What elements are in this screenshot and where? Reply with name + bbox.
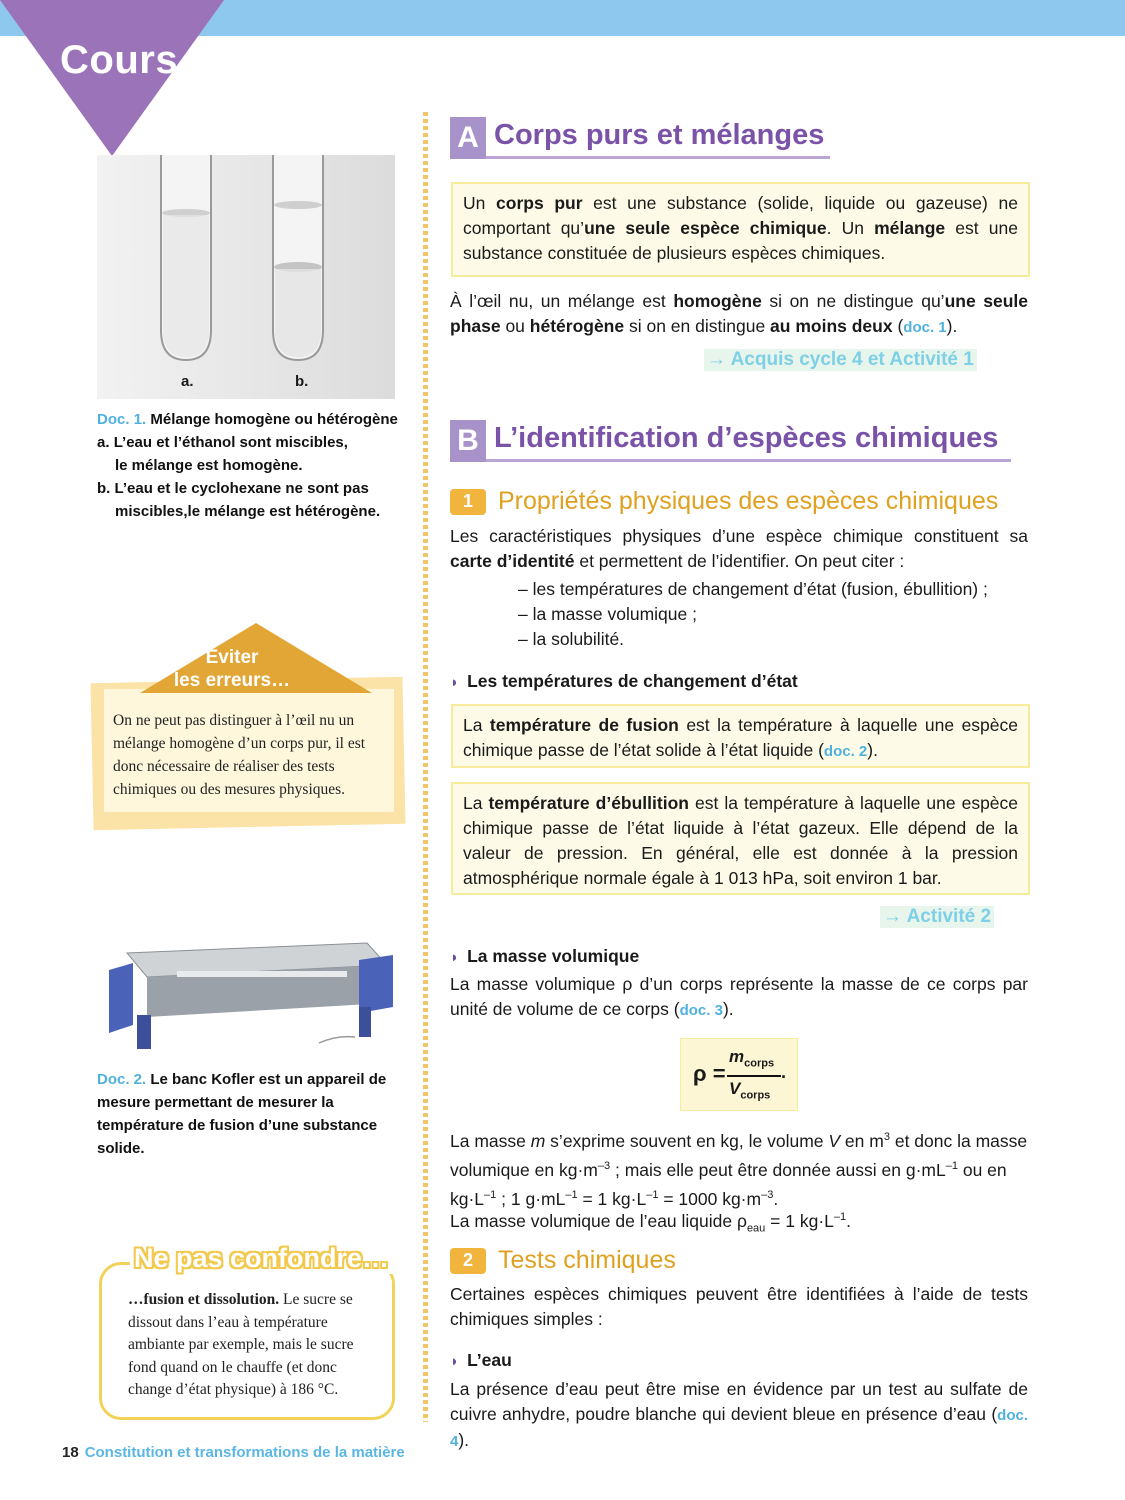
subsection-2-number: 2 xyxy=(450,1248,486,1274)
fraction-bar xyxy=(727,1075,781,1077)
section-b-heading xyxy=(450,420,1011,462)
doc1-a-line2: le mélange est homogène. xyxy=(115,457,303,474)
doc2-link[interactable]: doc. 2 xyxy=(823,743,868,760)
section-b-letter: B xyxy=(450,420,486,462)
confondre-bold: …fusion et dissolution. xyxy=(128,1291,280,1308)
definition-box-corps-pur: Un corps pur est une substance (solide, liquide ou gazeuse) ne comportant qu’une seule espèce chimique. Un mélange est une substance constituée de plusieurs espèces chimiques. xyxy=(451,182,1030,277)
acquis-link[interactable]: → Acquis cycle 4 et Activité 1 xyxy=(704,349,977,371)
doc3-link[interactable]: doc. 3 xyxy=(679,1002,723,1019)
formula-box: ρ = $m_{corps}$ $V_{corps}$ . xyxy=(680,1038,798,1111)
doc2-caption xyxy=(97,1068,387,1160)
doc1-b-marker: b. xyxy=(97,480,111,497)
eviter-title-line2: les erreurs… xyxy=(173,670,291,691)
confondre-title: Ne pas confondre… xyxy=(130,1243,393,1274)
units-paragraph: La masse m s’exprime souvent en kg, le volume V en $m^3$ et donc la masse volumique en $kg\cdot m^{-3}$ ; mais elle peut être donnée aussi en $g\cdot mL^{-1}$ ou en $kg\cdot L^{-1}$ ; 1 $g\cdot mL^{-1} = 1$ $kg\cdot L^{-1} = 1000$ $kg\cdot m^{-3}$. xyxy=(450,1130,1028,1209)
activite2-link[interactable]: → Activité 2 xyxy=(880,906,994,928)
eviter-title-line1: Éviter xyxy=(205,647,259,668)
bullet-eau: ◗ L’eau xyxy=(450,1350,512,1371)
doc1-b-line2: miscibles,le mélange est hétérogène. xyxy=(115,503,381,520)
bullet-temperatures: ◗ Les températures de changement d’état xyxy=(450,671,798,692)
doc1-title: Mélange homogène ou hétérogène xyxy=(150,411,398,428)
list-item: – les températures de changement d’état (fusion, ébullition) ; xyxy=(518,579,988,599)
properties-list xyxy=(518,577,988,652)
section-a-letter: A xyxy=(450,117,486,159)
confondre-text xyxy=(128,1289,378,1402)
footer-title: Constitution et transformations de la matière xyxy=(84,1444,405,1461)
subsection-1-heading xyxy=(450,487,998,516)
doc1-a-marker: a. xyxy=(97,434,110,451)
doc2-text: Le banc Kofler est un appareil de mesure permettant de mesurer la température de fusion d’une substance solide. xyxy=(97,1071,387,1157)
subsection-2-heading xyxy=(450,1246,676,1275)
formula-rho: ρ = xyxy=(693,1061,726,1086)
eau-density-line: La masse volumique de l’eau liquide $\rho_{eau} = 1$ $kg\cdot L^{-1}$. xyxy=(450,1210,852,1235)
doc1-a-line1: L’eau et l’éthanol sont miscibles, xyxy=(113,434,348,451)
column-divider xyxy=(423,112,428,1422)
definition-box-ebullition: La température d’ébullition est la température à laquelle une espèce chimique passe de l’état liquide à l’état gazeux. Elle dépend de la valeur de pression. En général, elle est donnée à la pression atmosphérique normale égale à 1 013 hPa, soit environ 1 bar. xyxy=(451,782,1030,895)
eau-paragraph: La présence d’eau peut être mise en évidence par un test au sulfate de cuivre anhydre, poudre blanche qui devient bleue en présence d’eau (doc. 4). xyxy=(450,1379,1028,1450)
section-b-title: L’identification d’espèces chimiques xyxy=(486,420,1011,462)
doc1-ref: Doc. 1. xyxy=(97,411,147,428)
kofler-bench-photo xyxy=(97,925,395,1065)
eviter-text: On ne peut pas distinguer à l’œil nu un mélange homogène d’un corps pur, il est donc nécessaire de réaliser des tests chimiques ou des mesures physiques. xyxy=(113,712,366,798)
subsection-1-title: Propriétés physiques des espèces chimiques xyxy=(498,487,999,515)
subsection-1-number: 1 xyxy=(450,489,486,515)
section-a-title: Corps purs et mélanges xyxy=(486,117,830,159)
eviter-title xyxy=(150,646,314,692)
doc2-ref: Doc. 2. xyxy=(97,1071,147,1088)
carte-identite-paragraph: Les caractéristiques physiques d’une espèce chimique constituent sa carte d’identité et permettent de l’identifier. On peut citer : xyxy=(450,526,1028,571)
list-item: – la solubilité. xyxy=(518,629,625,649)
doc1-link[interactable]: doc. 1 xyxy=(903,319,947,336)
page-number: 18 xyxy=(62,1444,79,1461)
cours-label: Cours xyxy=(60,38,179,82)
test-tubes-photo xyxy=(97,155,395,399)
formula-denominator: $V_{corps}$ xyxy=(729,1079,771,1102)
formula-numerator: $m_{corps}$ xyxy=(729,1047,775,1070)
bullet-masse-volumique: ◗ La masse volumique xyxy=(450,946,639,967)
homogene-paragraph: À l’œil nu, un mélange est homogène si on ne distingue qu’une seule phase ou hétérogène si on en distingue au moins deux (doc. 1). xyxy=(450,291,1028,336)
masse-volumique-paragraph: La masse volumique ρ d’un corps représente la masse de ce corps par unité de volume de ce corps (doc. 3). xyxy=(450,974,1028,1019)
confondre-body: Le sucre se dissout dans l’eau à température ambiante par exemple, mais le sucre fond quand on le chauffe (et donc change d’état physique) à 186 °C. xyxy=(128,1291,354,1398)
doc1-caption xyxy=(97,408,407,523)
page-footer xyxy=(62,1444,405,1461)
tube-label-b: b. xyxy=(295,373,309,390)
tube-label-a: a. xyxy=(181,373,194,390)
subsection-2-title: Tests chimiques xyxy=(498,1246,676,1274)
doc1-b-line1: L’eau et le cyclohexane ne sont pas xyxy=(114,480,369,497)
tests-paragraph: Certaines espèces chimiques peuvent être identifiées à l’aide de tests chimiques simples : xyxy=(450,1284,1028,1329)
doc4-link[interactable]: doc. 4 xyxy=(450,1407,1028,1450)
section-a-heading xyxy=(450,117,830,159)
definition-box-fusion: La température de fusion est la température à laquelle une espèce chimique passe de l’état solide à l’état liquide (doc. 2). xyxy=(451,704,1030,768)
list-item: – la masse volumique ; xyxy=(518,604,697,624)
